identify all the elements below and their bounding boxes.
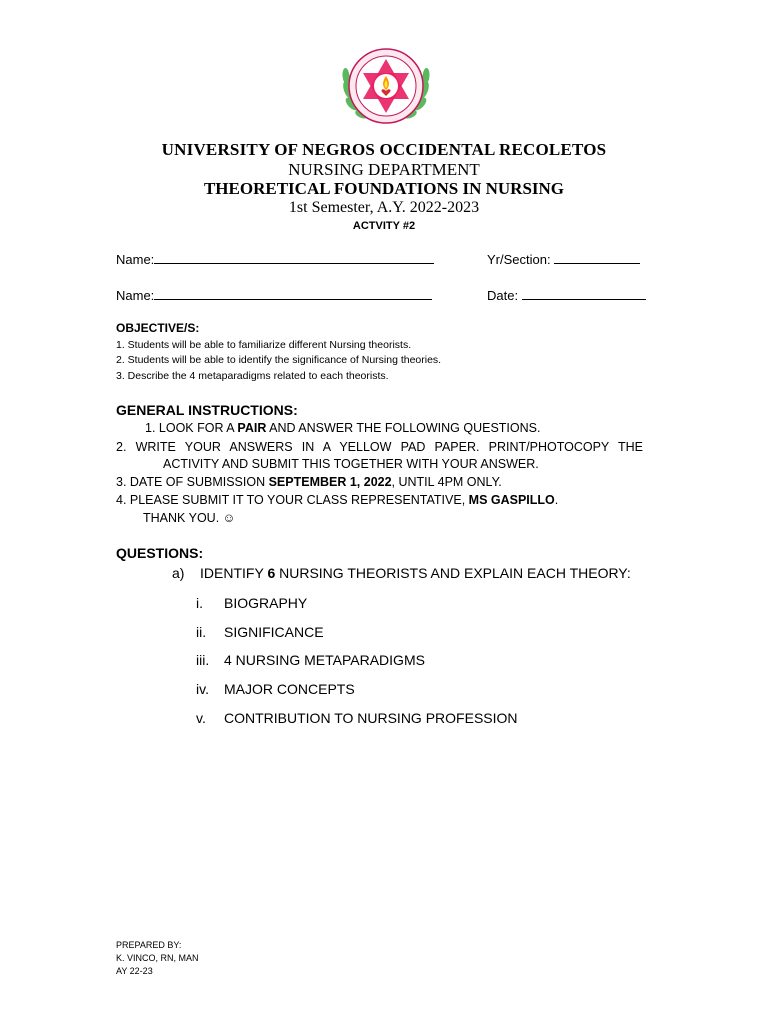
instruction-4: 4. PLEASE SUBMIT IT TO YOUR CLASS REPRESENTATIVE, MS GASPILLO. [116,493,559,507]
subitem-number: iii. [196,652,210,668]
objectives-title: OBJECTIVE/S: [116,321,200,335]
subitem-number: iv. [196,681,209,697]
name-blank-2[interactable] [154,287,432,300]
name-blank-1[interactable] [154,251,434,264]
date-blank[interactable] [522,287,646,300]
objective-item: 1. Students will be able to familiarize different Nursing theorists. [116,339,412,351]
prepared-by-label: PREPARED BY: [116,940,182,950]
subitem-number: ii. [196,624,207,640]
objective-item: 2. Students will be able to identify the significance of Nursing theories. [116,354,442,366]
question-a-label: a) [172,565,185,581]
yr-section-field[interactable] [487,251,640,267]
subitem-number: v. [196,710,206,726]
thank-you-note: THANK YOU. ☺ [143,511,236,525]
instruction-2-line-2: ACTIVITY AND SUBMIT THIS TOGETHER WITH YOUR ANSWER. [163,457,539,471]
department-name: NURSING DEPARTMENT [288,160,480,179]
name-label-2: Name: [116,288,155,303]
name-field-1[interactable] [116,251,434,267]
yr-section-label: Yr/Section: [487,252,551,267]
instruction-1: 1. LOOK FOR A PAIR AND ANSWER THE FOLLOWING QUESTIONS. [145,421,541,435]
subitem-text: BIOGRAPHY [224,595,308,611]
subitem-text: MAJOR CONCEPTS [224,681,355,697]
course-title: THEORETICAL FOUNDATIONS IN NURSING [203,179,565,198]
date-field[interactable] [487,287,646,303]
semester-line: 1st Semester, A.Y. 2022-2023 [288,199,480,216]
activity-number: ACTVITY #2 [352,220,416,232]
date-label: Date: [487,288,519,303]
preparer-name: K. VINCO, RN, MAN [116,953,199,963]
yr-section-blank[interactable] [554,251,640,264]
subitem-number: i. [196,595,203,611]
subitem-text: CONTRIBUTION TO NURSING PROFESSION [224,710,518,726]
university-name: UNIVERSITY OF NEGROS OCCIDENTAL RECOLETOS [161,140,607,159]
question-a: a) IDENTIFY 6 NURSING THEORISTS AND EXPLAIN EACH THEORY: [172,565,631,581]
questions-title: QUESTIONS: [116,545,204,561]
subitem-text: 4 NURSING METAPARADIGMS [224,652,425,668]
instruction-2-line-1: 2. WRITE YOUR ANSWERS IN A YELLOW PAD PAPER. PRINT/PHOTOCOPY THE [116,440,643,454]
name-label-1: Name: [116,252,155,267]
instructions-title: GENERAL INSTRUCTIONS: [116,402,298,418]
name-field-2[interactable] [116,287,432,303]
instruction-3: 3. DATE OF SUBMISSION SEPTEMBER 1, 2022, UNTIL 4PM ONLY. [116,475,502,489]
preparer-ay: AY 22-23 [116,966,153,976]
college-seal-logo [338,44,434,128]
subitem-text: SIGNIFICANCE [224,624,324,640]
objective-item: 3. Describe the 4 metaparadigms related to each theorists. [116,370,389,382]
